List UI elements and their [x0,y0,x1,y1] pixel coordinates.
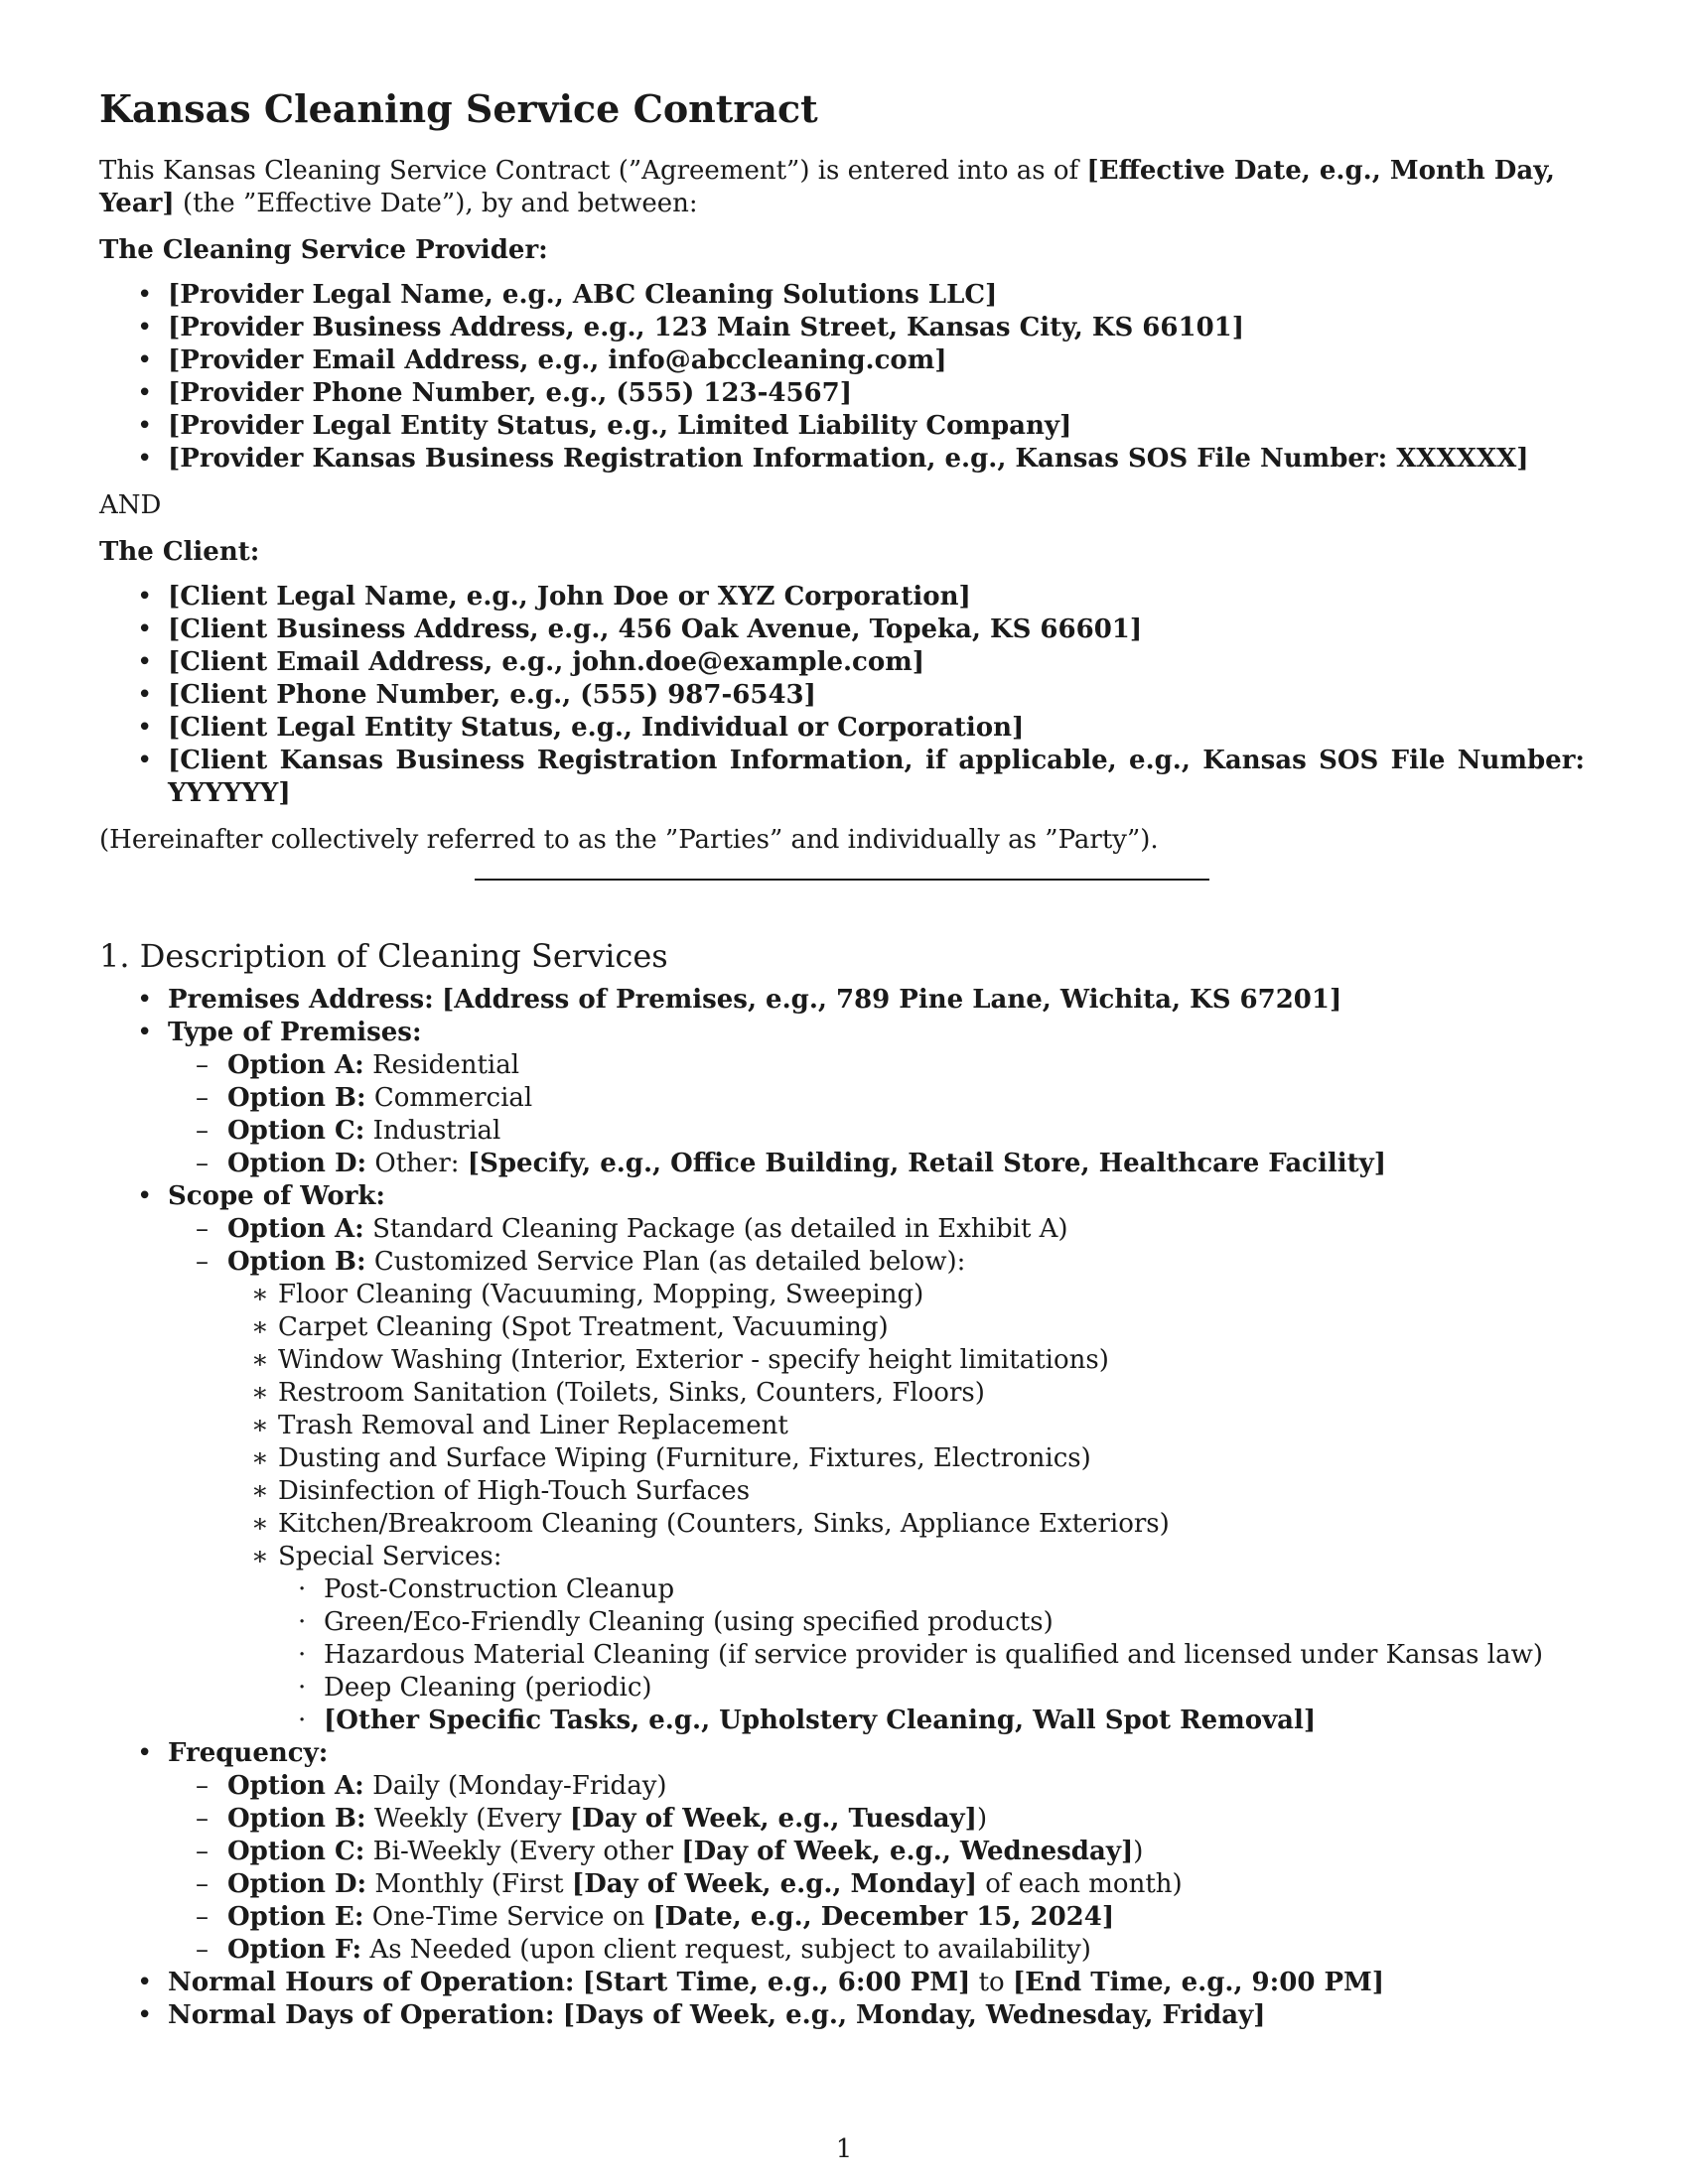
task-item: ∗ Restroom Sanitation (Toilets, Sinks, Counters, Floors) [227,1377,1585,1410]
client-item: • [Client Legal Entity Status, e.g., Individual or Corporation] [99,712,1585,745]
scope-of-work-item: • Scope of Work: – Option A: Standard Cleaning Package (as detailed in Exhibit A) – Option B: Customized Service Plan (as detailed below): ∗ Floor Cleaning (Vacuuming, Mopping, Sweeping) ∗ Carpet Cleaning (Spot Treatment, Vacuuming) ∗ Window Washing (Interior, Exterior - specify height limitations) ∗ Restroom Sanitation (Toilets, Sinks, Counters, Floors) ∗ Trash Removal and Liner Replacement ∗ Dusting and Surface Wiping (Furniture, Fixtures, Electronics) ∗ Disinfection of High-Touch Surfaces ∗ Kitchen/Breakroom Cleaning (Counters, Sinks, Appliance Exteriors) ∗ Special Services: · Post-Construction Cleanup · Green/Eco-Friendly Cleaning (using specified products) · Hazardous Material Cleaning (if service provider is qualified and licensed under Kansas law) · Deep Cleaning (periodic) · [Other Specific Tasks, e.g., Upholstery Cleaning, Wall Spot Removal] [99,1180,1585,1737]
task-item: ∗ Floor Cleaning (Vacuuming, Mopping, Sweeping) [227,1279,1585,1311]
task-item: ∗ Disinfection of High-Touch Surfaces [227,1475,1585,1508]
client-list [99,581,1585,810]
frequency-option: – Option B: Weekly (Every [Day of Week, e.g., Tuesday]) [168,1803,1585,1836]
provider-item: • [Provider Email Address, e.g., info@abccleaning.com] [99,344,1585,377]
task-item: ∗ Carpet Cleaning (Spot Treatment, Vacuuming) [227,1311,1585,1344]
horizontal-rule [475,879,1209,881]
provider-item: • [Provider Legal Entity Status, e.g., Limited Liability Company] [99,410,1585,443]
special-services-list [278,1573,1585,1737]
provider-item: • [Provider Business Address, e.g., 123 Main Street, Kansas City, KS 66101] [99,312,1585,344]
premises-option: – Option A: Residential [168,1049,1585,1082]
intro-text-pre: This Kansas Cleaning Service Contract (”Agreement”) is entered into as of [99,156,1087,186]
type-of-premises-item: • Type of Premises: – Option A: Residential – Option B: Commercial – Option C: Industrial – Option D: Other: [Specify, e.g., Office Building, Retail Store, Healthcare Facility] [99,1017,1585,1180]
frequency-options-list [168,1770,1585,1967]
scope-options-list [168,1213,1585,1737]
hours-item: • Normal Hours of Operation: [Start Time, e.g., 6:00 PM] to [End Time, e.g., 9:00 PM] [99,1967,1585,1999]
services-list [99,984,1585,2032]
scope-option: – Option B: Customized Service Plan (as detailed below): ∗ Floor Cleaning (Vacuuming, Mopping, Sweeping) ∗ Carpet Cleaning (Spot Treatment, Vacuuming) ∗ Window Washing (Interior, Exterior - specify height limitations) ∗ Restroom Sanitation (Toilets, Sinks, Counters, Floors) ∗ Trash Removal and Liner Replacement ∗ Dusting and Surface Wiping (Furniture, Fixtures, Electronics) ∗ Disinfection of High-Touch Surfaces ∗ Kitchen/Breakroom Cleaning (Counters, Sinks, Appliance Exteriors) ∗ Special Services: · Post-Construction Cleanup · Green/Eco-Friendly Cleaning (using specified products) · Hazardous Material Cleaning (if service provider is qualified and licensed under Kansas law) · Deep Cleaning (periodic) · [Other Specific Tasks, e.g., Upholstery Cleaning, Wall Spot Removal] [168,1246,1585,1737]
special-service: · Hazardous Material Cleaning (if service provider is qualified and licensed under Kansas law) [278,1639,1585,1672]
document-body [99,85,1585,2032]
special-service: · Post-Construction Cleanup [278,1573,1585,1606]
scope-option: – Option A: Standard Cleaning Package (as detailed in Exhibit A) [168,1213,1585,1246]
frequency-option: – Option C: Bi-Weekly (Every other [Day of Week, e.g., Wednesday]) [168,1836,1585,1868]
frequency-option: – Option D: Monthly (First [Day of Week, e.g., Monday] of each month) [168,1868,1585,1901]
client-item: • [Client Legal Name, e.g., John Doe or XYZ Corporation] [99,581,1585,614]
client-item: • [Client Email Address, e.g., john.doe@example.com] [99,646,1585,679]
client-item: • [Client Business Address, e.g., 456 Oak Avenue, Topeka, KS 66601] [99,614,1585,646]
task-item: ∗ Kitchen/Breakroom Cleaning (Counters, Sinks, Appliance Exteriors) [227,1508,1585,1541]
page-number: 1 [835,2134,853,2164]
client-item: • [Client Phone Number, e.g., (555) 987-6543] [99,679,1585,712]
days-item: • Normal Days of Operation: [Days of Week, e.g., Monday, Wednesday, Friday] [99,1999,1585,2032]
premises-option: – Option C: Industrial [168,1115,1585,1148]
and-separator: AND [99,490,162,520]
task-item: ∗ Dusting and Surface Wiping (Furniture, Fixtures, Electronics) [227,1442,1585,1475]
premises-options-list [168,1049,1585,1180]
client-heading: The Client: [99,537,260,567]
frequency-option: – Option F: As Needed (upon client request, subject to availability) [168,1934,1585,1967]
frequency-option: – Option E: One-Time Service on [Date, e.g., December 15, 2024] [168,1901,1585,1934]
task-list [227,1279,1585,1737]
task-item: ∗ Window Washing (Interior, Exterior - specify height limitations) [227,1344,1585,1377]
special-service: · Green/Eco-Friendly Cleaning (using specified products) [278,1606,1585,1639]
premises-option: – Option B: Commercial [168,1082,1585,1115]
provider-heading: The Cleaning Service Provider: [99,235,548,265]
section-heading: 1. Description of Cleaning Services [99,937,668,975]
special-service: · [Other Specific Tasks, e.g., Upholstery Cleaning, Wall Spot Removal] [278,1705,1585,1737]
effective-date-placeholder: [Effective Date, e.g., Month Day, Year] [99,156,1555,218]
provider-item: • [Provider Kansas Business Registration Information, e.g., Kansas SOS File Number: XXXXXX] [99,443,1585,476]
frequency-item: • Frequency: – Option A: Daily (Monday-Friday) – Option B: Weekly (Every [Day of Week, e.g., Tuesday]) – Option C: Bi-Weekly (Every other [Day of Week, e.g., Wednesday]) – Option D: Monthly (First [Day of Week, e.g., Monday] of each month) – Option E: One-Time Service on [Date, e.g., December 15, 2024] – Option F: As Needed (upon client request, subject to availability) [99,1737,1585,1967]
hereinafter-paragraph: (Hereinafter collectively referred to as the ”Parties” and individually as ”Party”). [99,825,1159,855]
provider-item: • [Provider Phone Number, e.g., (555) 123-4567] [99,377,1585,410]
provider-item: • [Provider Legal Name, e.g., ABC Cleaning Solutions LLC] [99,279,1585,312]
special-service: · Deep Cleaning (periodic) [278,1672,1585,1705]
special-services-item: ∗ Special Services: · Post-Construction Cleanup · Green/Eco-Friendly Cleaning (using specified products) · Hazardous Material Cleaning (if service provider is qualified and licensed under Kansas law) · Deep Cleaning (periodic) · [Other Specific Tasks, e.g., Upholstery Cleaning, Wall Spot Removal] [227,1541,1585,1737]
frequency-option: – Option A: Daily (Monday-Friday) [168,1770,1585,1803]
intro-text-post: (the ”Effective Date”), by and between: [174,189,698,218]
document-title: Kansas Cleaning Service Contract [99,86,818,131]
intro-paragraph [99,155,1585,220]
task-item: ∗ Trash Removal and Liner Replacement [227,1410,1585,1442]
client-item: • [Client Kansas Business Registration Information, if applicable, e.g., Kansas SOS File Number: YYYYYY] [99,745,1585,810]
provider-list [99,279,1585,476]
premises-address-item: • Premises Address: [Address of Premises, e.g., 789 Pine Lane, Wichita, KS 67201] [99,984,1585,1017]
premises-option: – Option D: Other: [Specify, e.g., Office Building, Retail Store, Healthcare Facility] [168,1148,1585,1180]
